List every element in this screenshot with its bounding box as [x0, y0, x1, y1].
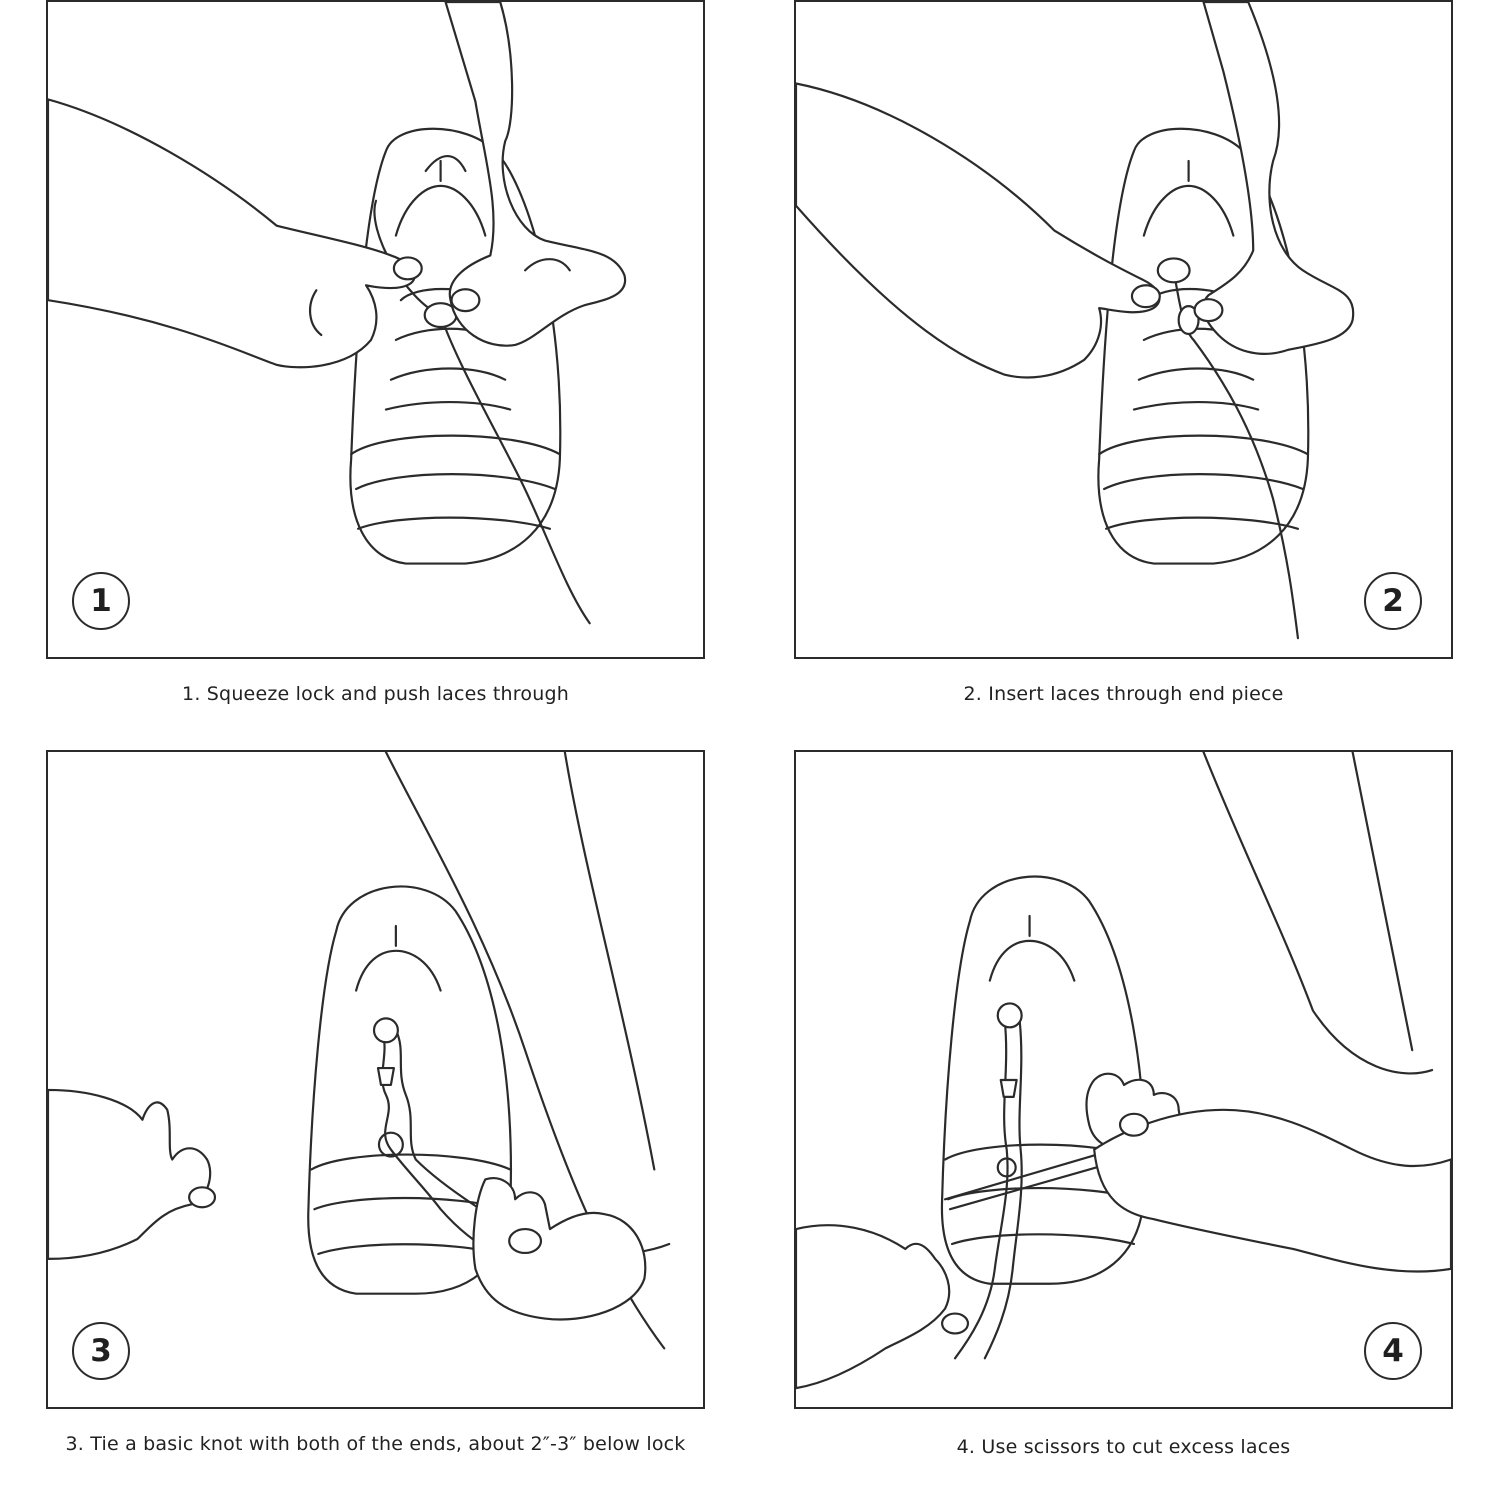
step-4-caption: 4. Use scissors to cut excess laces: [956, 1436, 1291, 1458]
step-4-number-badge: 4: [1364, 1322, 1422, 1380]
step-1-caption: 1. Squeeze lock and push laces through: [182, 683, 569, 705]
left-hand: [48, 1090, 215, 1259]
step-3-illustration: [48, 752, 703, 1407]
step-1-illustration: [48, 2, 703, 657]
lace-lock: [998, 1003, 1022, 1027]
leg-outline-back: [1353, 752, 1413, 1050]
step-2-number-badge: 2: [1364, 572, 1422, 630]
lace-end-piece: [378, 1068, 394, 1085]
lace-end-piece: [1001, 1080, 1017, 1097]
right-hand: [1094, 1110, 1451, 1272]
leg-outline: [1204, 752, 1433, 1073]
step-2-illustration: [796, 2, 1451, 657]
step-2-caption: 2. Insert laces through end piece: [963, 683, 1284, 705]
step-3-panel: [46, 750, 705, 1409]
step-2-panel: [794, 0, 1453, 659]
left-hand: [796, 1225, 968, 1388]
step-3-caption: 3. Tie a basic knot with both of the ends, about 2″-3″ below lock: [65, 1433, 686, 1455]
lace-lock: [1158, 258, 1190, 282]
step-1-number-badge: 1: [72, 572, 130, 630]
step-3-number-badge: 3: [72, 1322, 130, 1380]
step-1-panel: [46, 0, 705, 659]
lace-lock: [374, 1018, 398, 1042]
step-4-panel: [794, 750, 1453, 1409]
step-4-illustration: [796, 752, 1451, 1407]
right-hand: [473, 1178, 645, 1319]
left-hand: [48, 99, 422, 367]
leg-outline-back: [565, 752, 654, 1169]
